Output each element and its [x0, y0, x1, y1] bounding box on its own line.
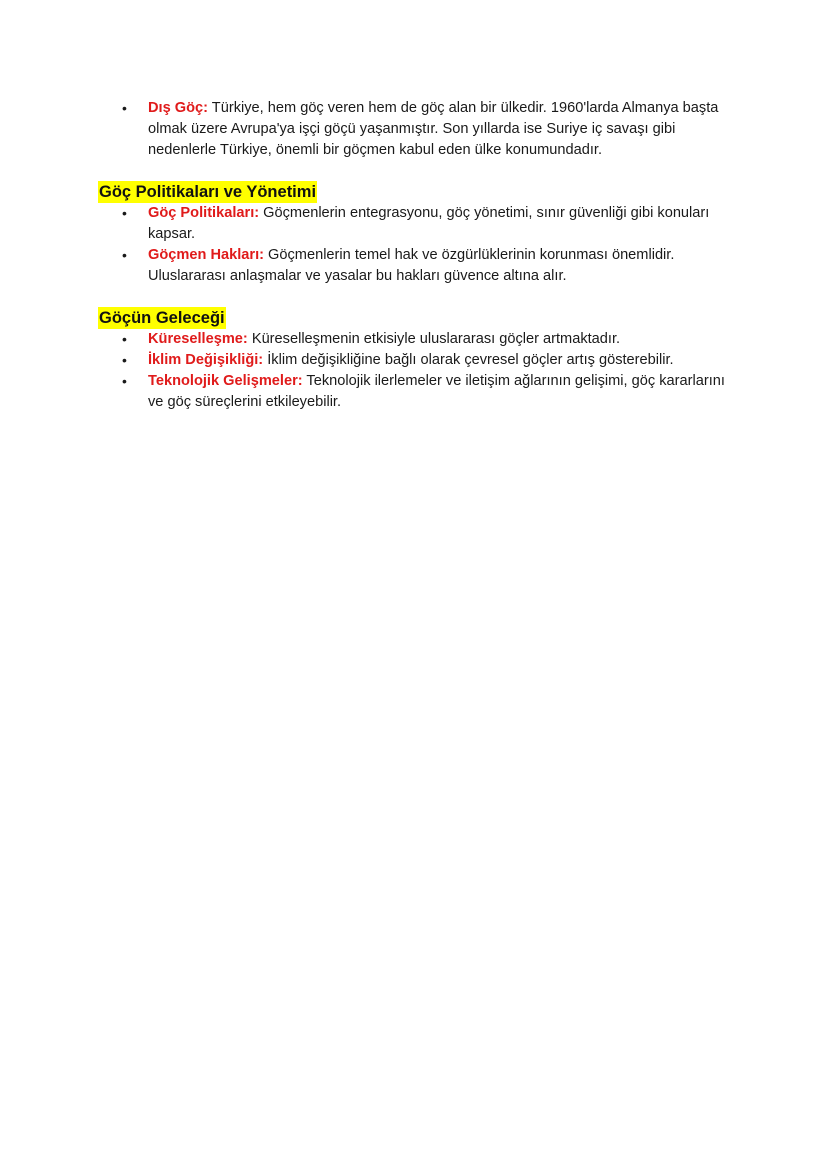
- bullet-icon: •: [122, 247, 127, 263]
- bullet-icon: •: [122, 205, 127, 221]
- section-heading-policies: Göç Politikaları ve Yönetimi: [99, 183, 317, 201]
- bullet-icon: •: [122, 352, 127, 368]
- list-item: [98, 245, 738, 287]
- list-item-term: Küreselleşme:: [148, 331, 248, 347]
- list-item: [98, 371, 738, 413]
- section-heading-wrapper: [98, 307, 738, 329]
- list-item: [98, 329, 738, 350]
- document-content: [98, 98, 738, 413]
- list-item: [98, 350, 738, 371]
- list-item-text: Teknolojik ilerlemeler ve iletişim ağlarının gelişimi, göç kararlarını ve göç süreçlerini etkileyebilir.: [148, 373, 725, 410]
- bullet-icon: •: [122, 331, 127, 347]
- future-list: [98, 329, 738, 413]
- list-item: [98, 203, 738, 245]
- list-item-text: Türkiye, hem göç veren hem de göç alan bir ülkedir. 1960'larda Almanya başta olmak üzere Avrupa'ya işçi göçü yaşanmıştır. Son yıllarda ise Suriye iç savaşı gibi nedenlerle Türkiye, önemli bir göçmen kabul eden ülke konumundadır.: [148, 100, 719, 158]
- migration-list: [98, 98, 738, 161]
- bullet-icon: •: [122, 373, 127, 389]
- list-item-term: Dış Göç:: [148, 100, 209, 116]
- list-item-term: Göç Politikaları:: [148, 205, 260, 221]
- section-heading-wrapper: [98, 181, 738, 203]
- list-item-term: İklim Değişikliği:: [148, 352, 264, 368]
- list-item-text: Göçmenlerin entegrasyonu, göç yönetimi, sınır güvenliği gibi konuları kapsar.: [148, 205, 710, 242]
- list-item-text: Göçmenlerin temel hak ve özgürlüklerinin korunması önemlidir. Uluslararası anlaşmalar ve yasalar bu hakları güvence altına alır.: [148, 247, 675, 284]
- list-item: [98, 98, 738, 161]
- list-item-term: Göçmen Hakları:: [148, 247, 264, 263]
- bullet-icon: •: [122, 100, 127, 116]
- section-heading-future: Göçün Geleceği: [99, 309, 225, 327]
- list-item-text: Küreselleşmenin etkisiyle uluslararası göçler artmaktadır.: [247, 331, 621, 347]
- list-item-text: İklim değişikliğine bağlı olarak çevresel göçler artış gösterebilir.: [263, 352, 674, 368]
- list-item-term: Teknolojik Gelişmeler:: [148, 373, 303, 389]
- policies-list: [98, 203, 738, 287]
